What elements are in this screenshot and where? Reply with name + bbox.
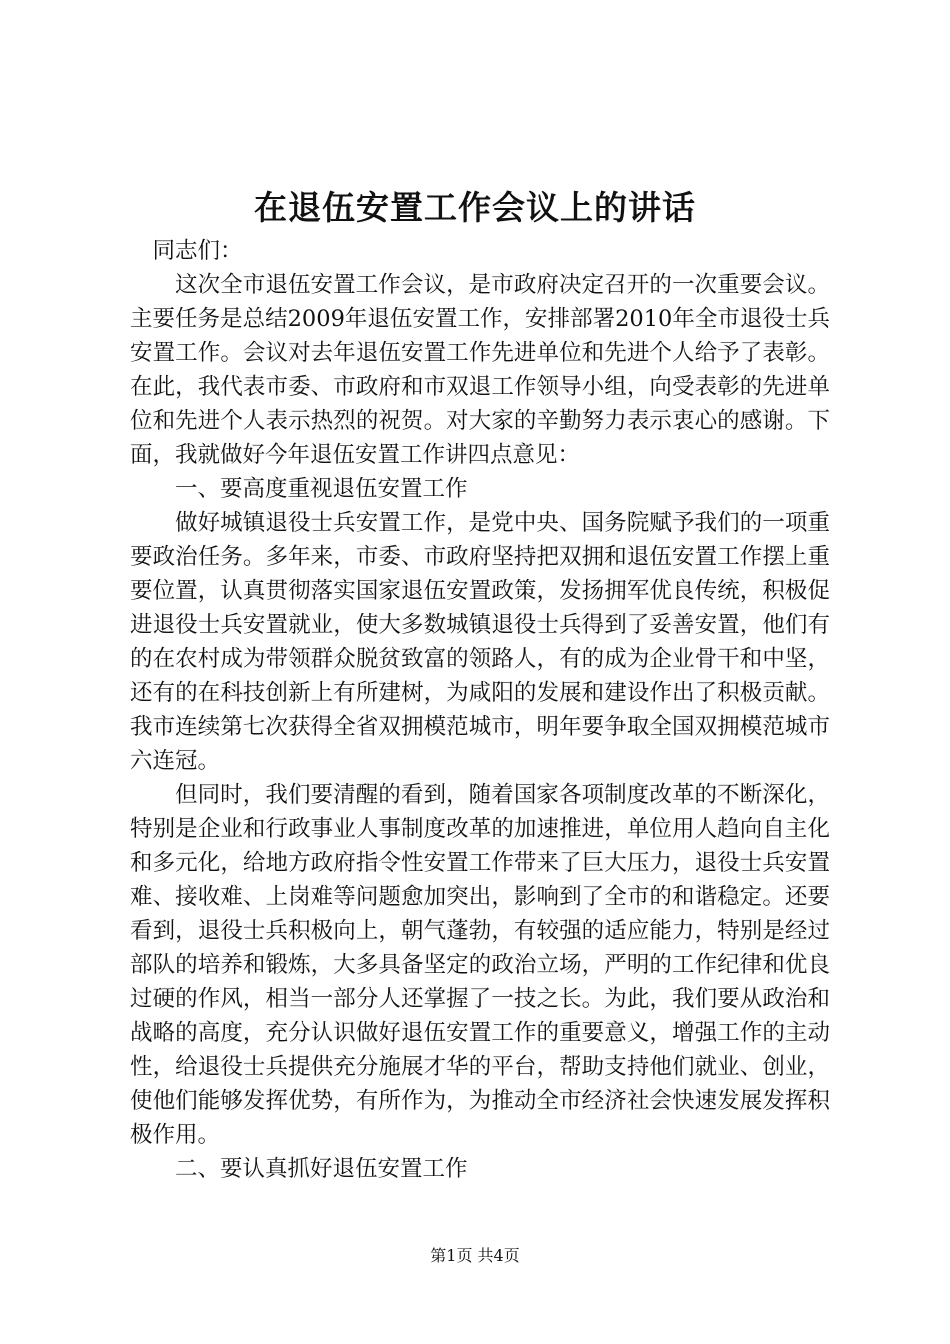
paragraph-intro: 这次全市退伍安置工作会议，是市政府决定召开的一次重要会议。主要任务是总结2009年退伍安置工作，安排部署2010年全市退役士兵安置工作。会议对去年退伍安置工作先进单位和先进个人给予了表彰。在此，我代表市委、市政府和市双退工作领导小组，向受表彰的先进单位和先进个人表示热烈的祝贺。对大家的辛勤努力表示衷心的感谢。下面，我就做好今年退伍安置工作讲四点意见： xyxy=(130,272,830,468)
document-body xyxy=(130,234,830,1186)
salutation: 同志们： xyxy=(152,238,243,264)
section-heading-1: 一、要高度重视退伍安置工作 xyxy=(175,476,468,502)
paragraph-section-1-a: 做好城镇退役士兵安置工作，是党中央、国务院赋予我们的一项重要政治任务。多年来，市委、市政府坚持把双拥和退伍安置工作摆上重要位置，认真贯彻落实国家退伍安置政策，发扬拥军优良传统，积极促进退役士兵安置就业，使大多数城镇退役士兵得到了妥善安置，他们有的在农村成为带领群众脱贫致富的领路人，有的成为企业骨干和中坚，还有的在科技创新上有所建树，为咸阳的发展和建设作出了积极贡献。我市连续第七次获得全省双拥模范城市，明年要争取全国双拥模范城市六连冠。 xyxy=(130,510,830,774)
page-footer: 第1页 共4页 xyxy=(430,1246,520,1265)
paragraph-section-1-b: 但同时，我们要清醒的看到，随着国家各项制度改革的不断深化，特别是企业和行政事业人事制度改革的加速推进，单位用人趋向自主化和多元化，给地方政府指令性安置工作带来了巨大压力，退役士兵安置难、接收难、上岗难等问题愈加突出，影响到了全市的和谐稳定。还要看到，退役士兵积极向上，朝气蓬勃，有较强的适应能力，特别是经过部队的培养和锻炼，大多具备坚定的政治立场，严明的工作纪律和优良过硬的作风，相当一部分人还掌握了一技之长。为此，我们要从政治和战略的高度，充分认识做好退伍安置工作的重要意义，增强工作的主动性，给退役士兵提供充分施展才华的平台，帮助支持他们就业、创业，使他们能够发挥优势，有所作为，为推动全市经济社会快速发展发挥积极作用。 xyxy=(130,782,830,1148)
section-heading-2: 二、要认真抓好退伍安置工作 xyxy=(175,1156,468,1182)
document-title: 在退伍安置工作会议上的讲话 xyxy=(254,188,696,227)
